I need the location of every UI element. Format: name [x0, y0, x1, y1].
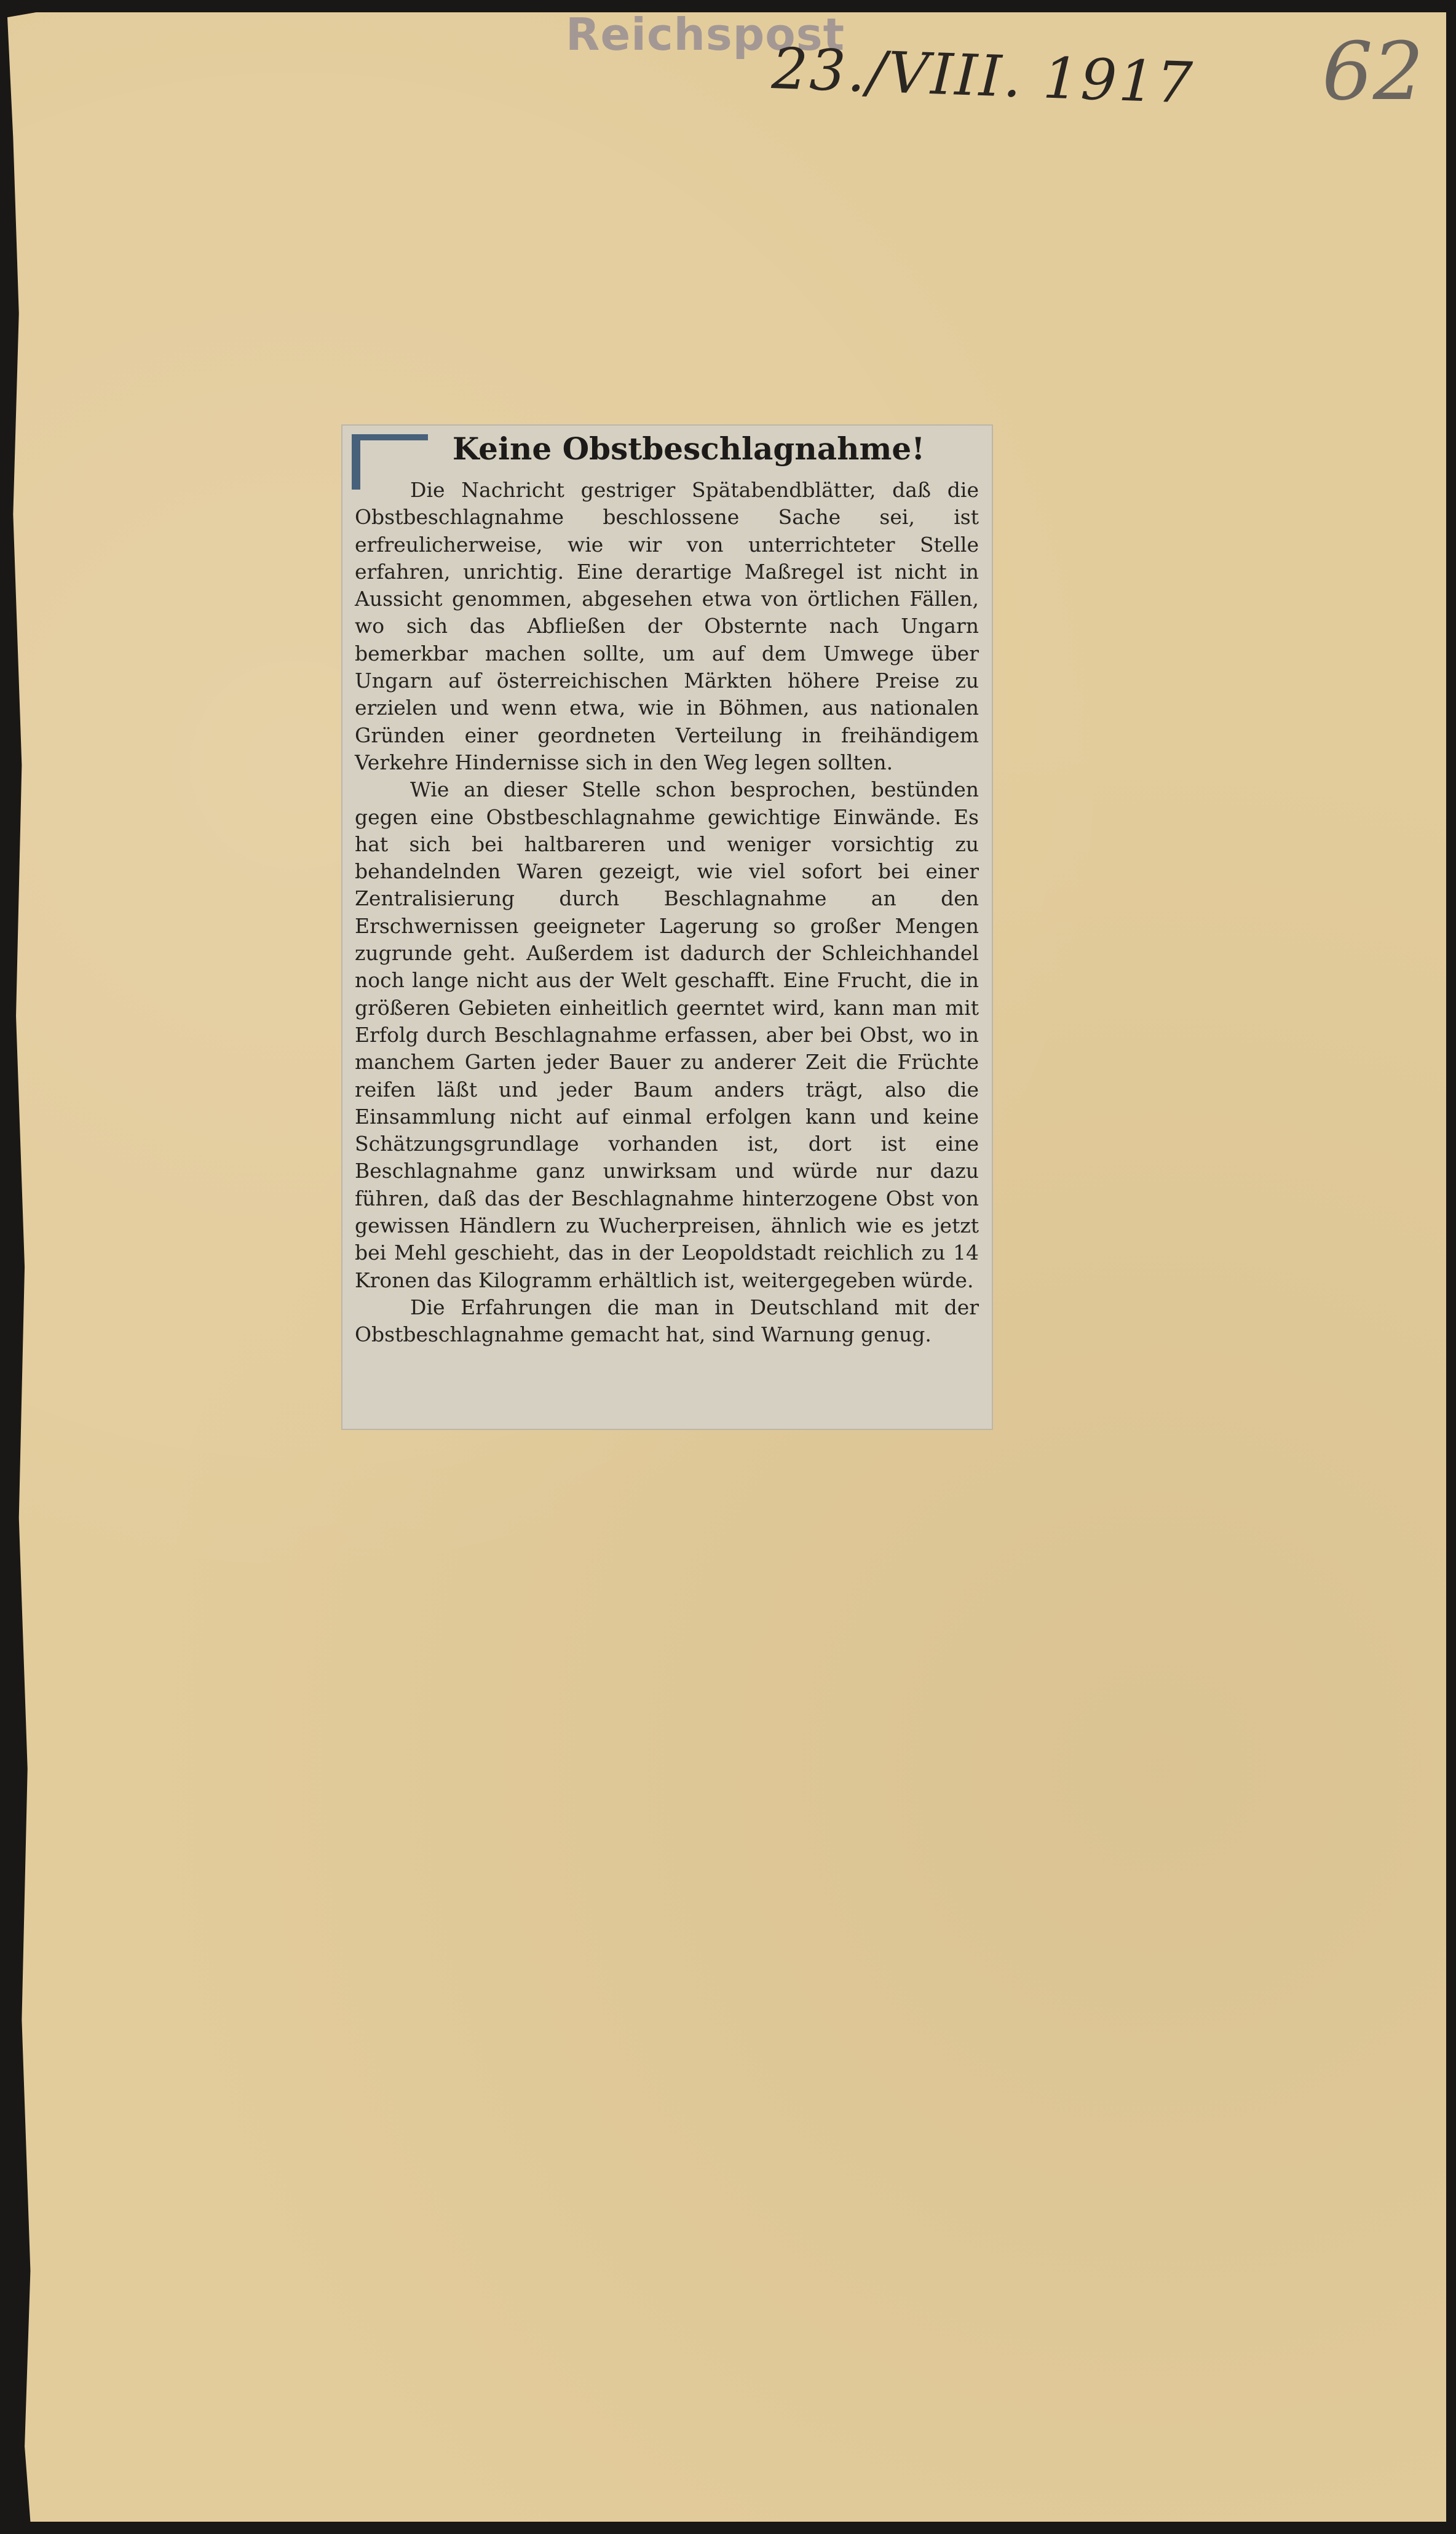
article-paragraph: Wie an dieser Stelle schon besprochen, bestünden gegen eine Obstbeschlagnahme gewichtige Einwände. Es hat sich bei haltbareren und weniger vorsichtig zu behandelnden Waren gezeigt, wie viel sofort bei einer Zentralisierung durch Beschlagnahme an den Erschwernissen geeigneter Lagerung so großer Mengen zugrunde geht. Außerdem ist dadurch der Schleichhandel noch lange nicht aus der Welt geschafft. Eine Frucht, die in größeren Gebieten einheitlich geerntet wird, kann man mit Erfolg durch Beschlagnahme erfassen, aber bei Obst, wo in manchem Garten jeder Bauer zu anderer Zeit die Früchte reifen läßt und jeder Baum anders trägt, also die Einsammlung nicht auf einmal erfolgen kann und keine Schätzungsgrundlage vorhanden ist, dort ist eine Beschlagnahme ganz unwirksam und würde nur dazu führen, daß das der Beschlagnahme hinterzogene Obst von gewissen Händlern zu Wucherpreisen, ähnlich wie es jetzt bei Mehl geschieht, das in der Leopoldstadt reichlich zu 14 Kronen das Kilogramm erhältlich ist, weitergegeben würde.	[355, 777, 979, 1292]
article-body	[355, 477, 979, 1349]
handwritten-date: 23./VIII. 1917	[770, 36, 1196, 116]
article-paragraph: Die Erfahrungen die man in Deutschland mit der Obstbeschlagnahme gemacht hat, sind Warnung genug.	[355, 1295, 979, 1347]
article-paragraph: Die Nachricht gestriger Spätabendblätter, daß die Obstbeschlagnahme beschlossene Sache sei, ist erfreulicherweise, wie wir von unterrichteter Stelle erfahren, unrichtig. Eine derartige Maßregel ist nicht in Aussicht genommen, abgesehen etwa von örtlichen Fällen, wo sich das Abfließen der Obsternte nach Ungarn bemerkbar machen sollte, um auf dem Umwege über Ungarn auf österreichischen Märkten höhere Preise zu erzielen und wenn etwa, wie in Böhmen, aus nationalen Gründen einer geordneten Verteilung in freihändigem Verkehre Hindernisse sich in den Weg legen sollten.	[355, 478, 979, 774]
article-headline: Keine Obstbeschlagnahme!	[452, 431, 925, 467]
archive-stamp: Reichspost	[566, 9, 845, 60]
folio-number: 62	[1322, 25, 1424, 118]
